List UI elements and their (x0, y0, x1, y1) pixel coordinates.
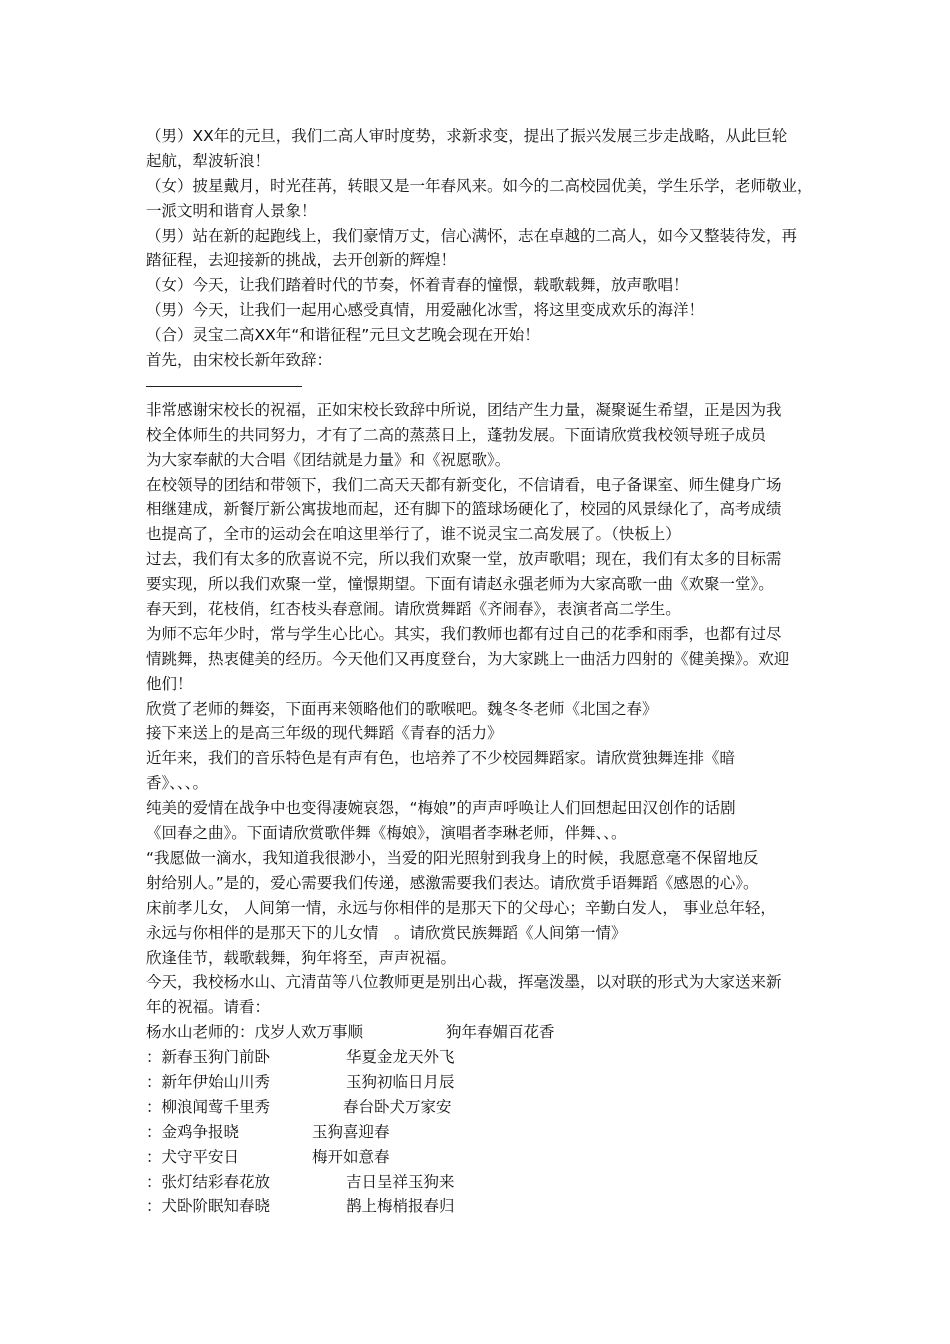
couplet-first-line: ：柳浪闻莺千里秀 (146, 1097, 271, 1116)
couplet-first-line: 杨水山老师的：戊岁人欢万事顺 (146, 1023, 364, 1042)
couplet-first-line: ：犬守平安日 (146, 1147, 240, 1166)
couplet-first-line: ：金鸡争报晓 (146, 1122, 240, 1141)
document-page (146, 124, 814, 1219)
couplet-second-line: 狗年春媚百花香 (446, 1023, 555, 1042)
text-line: 也提高了，全市的运动会在咱这里举行了，谁不说灵宝二高发展了。（快板上） (146, 525, 681, 544)
couplet-row (146, 1020, 814, 1045)
couplet-list (146, 1020, 814, 1219)
text-line: 近年来，我们的音乐特色是有声有色，也培养了不少校园舞蹈家。请欣赏独舞连排《暗 (146, 749, 736, 768)
text-line: 校全体师生的共同努力，才有了二高的蒸蒸日上，蓬勃发展。下面请欣赏我校领导班子成员 (146, 425, 767, 444)
couplet-row (146, 1145, 814, 1170)
text-line: 踏征程，去迎接新的挑战，去开创新的辉煌！ (146, 251, 457, 270)
text-line: （合）灵宝二高XX年“和谐征程”元旦文艺晚会现在开始！ (146, 326, 540, 345)
text-line: 起航，犁波斩浪！ (146, 151, 271, 170)
couplet-row (146, 1170, 814, 1195)
intro-section (146, 124, 814, 373)
couplet-row (146, 1045, 814, 1070)
text-line: 接下来送上的是高三年级的现代舞蹈《青春的活力》 (146, 724, 503, 743)
text-line: 春天到，花枝俏，红杏枝头春意闹。请欣赏舞蹈《齐闹春》，表演者高二学生。 (146, 600, 681, 619)
text-line: 为师不忘年少时，常与学生心比心。其实，我们教师也都有过自己的花季和雨季，也都有过尽 (146, 624, 782, 643)
text-line: “我愿做一滴水，我知道我很渺小，当爱的阳光照射到我身上的时候，我愿意毫不保留地反 (146, 848, 759, 867)
text-line: 为大家奉献的大合唱《团结就是力量》和《祝愿歌》。 (146, 450, 511, 469)
text-line: 欣赏了老师的舞姿，下面再来领略他们的歌喉吧。魏冬冬老师《北国之春》 (146, 699, 658, 718)
couplet-row (146, 1194, 814, 1219)
text-line: 过去，我们有太多的欣喜说不完，所以我们欢聚一堂，放声歌唱；现在，我们有太多的目标需 (146, 550, 782, 569)
couplet-second-line: 鹊上梅梢报春归 (346, 1197, 455, 1216)
couplet-second-line: 玉狗喜迎春 (312, 1122, 390, 1141)
text-line: （男）站在新的起跑线上，我们豪情万丈，信心满怀，志在卓越的二高人，如今又整装待发，再 (146, 226, 798, 245)
couplet-second-line: 玉狗初临日月辰 (346, 1072, 455, 1091)
couplet-second-line: 吉日呈祥玉狗来 (346, 1172, 455, 1191)
text-line: 情跳舞，热衷健美的经历。今天他们又再度登台，为大家跳上一曲活力四射的《健美操》。欢迎 (146, 649, 790, 668)
text-line: 首先，由宋校长新年致辞： (146, 351, 333, 370)
couplet-row (146, 1120, 814, 1145)
couplet-first-line: ：新春玉狗门前卧 (146, 1048, 271, 1067)
couplet-first-line: ：犬卧阶眠知春晓 (146, 1197, 271, 1216)
text-line: 一派文明和谐育人景象！ (146, 201, 317, 220)
blank-underline (146, 373, 302, 387)
text-line: 永远与你相伴的是那天下的儿女情 。请欣赏民族舞蹈《人间第一情》 (146, 923, 627, 942)
couplet-second-line: 华夏金龙天外飞 (346, 1048, 455, 1067)
text-line: （男）XX年的元旦，我们二高人审时度势，求新求变，提出了振兴发展三步走战略，从此巨轮 (146, 127, 788, 145)
couplet-row (146, 1070, 814, 1095)
text-line: 年的祝福。请看： (146, 998, 271, 1017)
couplet-row (146, 1095, 814, 1120)
text-line: 纯美的爱情在战争中也变得凄婉哀怨，“梅娘”的声声呼唤让人们回想起田汉创作的话剧 (146, 799, 736, 818)
text-line: 非常感谢宋校长的祝福，正如宋校长致辞中所说，团结产生力量，凝聚诞生希望，正是因为我 (146, 400, 782, 419)
text-line: 欣逢佳节，载歌载舞，狗年将至，声声祝福。 (146, 948, 457, 967)
text-line: 今天，我校杨水山、亢清苗等八位教师更是别出心裁，挥毫泼墨，以对联的形式为大家送来新 (146, 973, 782, 992)
text-line: （女）披星戴月，时光荏苒，转眼又是一年春风来。如今的二高校园优美，学生乐学，老师敬业， (146, 176, 813, 195)
couplet-second-line: 春台卧犬万家安 (343, 1097, 452, 1116)
program-section (146, 398, 814, 1020)
text-line: （女）今天，让我们踏着时代的节奏，怀着青春的憧憬，载歌载舞，放声歌唱！ (146, 276, 689, 295)
couplet-second-line: 梅开如意春 (312, 1147, 390, 1166)
text-line: 在校领导的团结和带领下，我们二高天天都有新变化，不信请看，电子备课室、师生健身广场 (146, 475, 782, 494)
text-line: 他们！ (146, 674, 193, 693)
text-line: 相继建成，新餐厅新公寓拔地而起，还有脚下的篮球场硬化了，校园的风景绿化了，高考成绩 (146, 500, 782, 519)
text-line: 射给别人。”是的，爱心需要我们传递，感激需要我们表达。请欣赏手语舞蹈《感恩的心》。 (146, 873, 759, 892)
couplet-first-line: ：张灯结彩春花放 (146, 1172, 271, 1191)
text-line: （男）今天，让我们一起用心感受真情，用爱融化冰雪，将这里变成欢乐的海洋！ (146, 301, 705, 320)
text-line: 要实现，所以我们欢聚一堂，憧憬期望。下面有请赵永强老师为大家高歌一曲《欢聚一堂》。 (146, 575, 774, 594)
text-line: 床前孝儿女， 人间第一情，永远与你相伴的是那天下的父母心；辛勤白发人， 事业总年轻， (146, 898, 776, 917)
text-line: 《回春之曲》。下面请欣赏歌伴舞《梅娘》，演唱者李琳老师，伴舞、、。 (146, 824, 627, 843)
text-line: 香》、、、。 (146, 774, 209, 793)
couplet-first-line: ：新年伊始山川秀 (146, 1072, 271, 1091)
